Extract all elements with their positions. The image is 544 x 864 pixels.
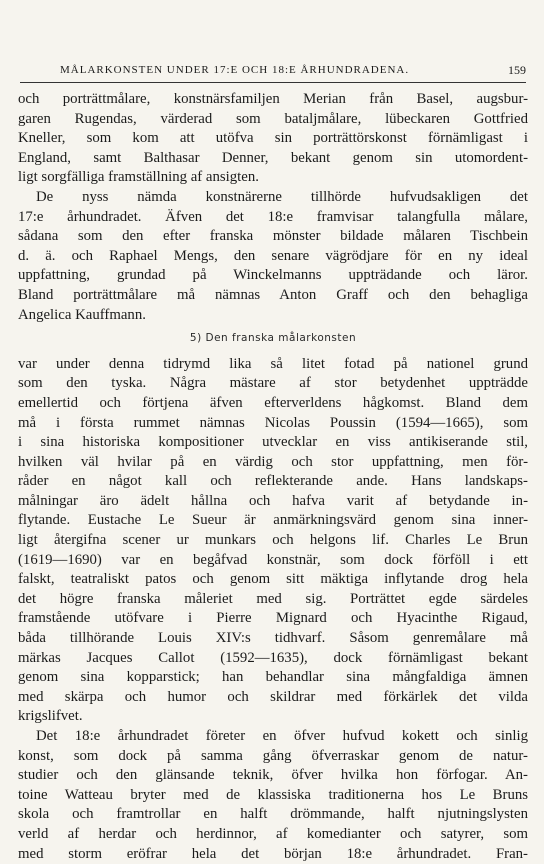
text-line: (1619—1690) var en begåfvad konstnär, som dock förföll i ett [18,551,528,568]
text-line: Bland porträttmålare må nämnas Anton Graff och den behagliga [18,286,528,303]
text-line: uppfattning, grundad på Winckelmanns uppträdande och läror. [18,267,528,284]
text-line: målningar äro ädelt hållna och hafva varit af betydande in- [18,492,528,509]
text-line: märkas Jacques Callot (1592—1635), dock förnämligast bekant [18,649,528,666]
text-line: Det 18:e århundradet företer en öfver hufvud kokett och sinlig [36,728,528,744]
text-line: flytande. Eustache Le Sueur är anmärkningsvärd genom sina inner- [18,512,528,529]
text-line: båda tillhörande Louis XIV:s tidhvarf. Såsom genremålare må [18,630,528,647]
text-line: konst, som dock på samma gång öfverraskar genom de natur- [18,747,528,764]
text-line: råder en något kall och reflekterande ande. Hans landskaps- [18,473,528,490]
text-line: krigslifvet. [18,708,83,725]
text-line: verld af herdar och herdinnor, af komedianter och satyrer, som [18,825,528,842]
text-line: hvilken väl hvilar på en värdig och stor uppfattning, men för- [18,453,528,470]
text-line: ligt sorgfälliga framställning af ansigten. [18,169,259,186]
text-line: med storm eröfrar hela det början 18:e århundradet. Fran- [18,845,528,862]
text-line: Angelica Kauffmann. [18,306,146,323]
text-line: med skärpa och humor och skildrar med förkärlek det vilda [18,688,528,705]
body-text [18,90,528,864]
running-title: MÅLARKONSTEN UNDER 17:E OCH 18:E ÅRHUNDRADENA. [60,64,410,76]
text-line: som den tyska. Några mästare af stor betydenhet uppträdde [18,375,528,392]
text-line: och porträttmålare, konstnärsfamiljen Merian från Basel, augsbur- [18,91,528,107]
text-line: sådana som den efter franska mönster bildade målaren Tischbein [18,228,528,245]
text-line: var under denna tidrymd lika så litet fotad på nationel grund [18,355,528,372]
text-line: Kneller, som kom att utöfva sin porträttörskonst förnämligast i [18,130,528,147]
text-line: må i första rummet nämnas Nicolas Poussin (1594—1665), som [18,414,528,431]
text-line: De nyss nämda konstnärerne tillhörde hufvudsakligen det [36,188,528,205]
text-line: genom sina kopparstick; han behandlar sina mångfaldiga ämnen [18,669,528,686]
running-header [20,64,526,82]
text-line: toine Watteau bryter med de klassiska traditionerna hos Le Bruns [18,786,528,803]
text-line: emellertid och förtjena äfven efterverldens hågkomst. Bland dem [18,394,528,411]
text-line: skola och framtrollar en halft drömmande, halft njutningslysten [18,806,528,823]
text-line: studier och den glänsande teknik, öfver hvilka hon förfogar. An- [18,767,528,784]
text-line: d. ä. och Raphael Mengs, den senare vägrödjare för en ny ideal [18,247,528,264]
text-line: det högre franska måleriet med sig. Porträttet egde särdeles [18,590,528,607]
section-heading: 5) Den franska målarkonsten [189,332,357,345]
text-line: falskt, teatraliskt patos och genom sitt mäktiga inflytande drog hela [18,571,528,588]
page-number: 159 [508,63,526,77]
header-rule [20,82,526,83]
text-line: garen Rugendas, värderad som bataljmålare, lübeckaren Gottfried [18,110,528,127]
text-line: 17:e århundradet. Äfven det 18:e framvisar talangfulla målare, [18,208,528,225]
text-line: ligt återgifna scener ur munkars och helgons lif. Charles Le Brun [18,532,528,549]
text-line: England, samt Balthasar Denner, bekant genom sin utomordent- [18,149,528,166]
text-line: framstående utöfvare i Pierre Mignard och Hyacinthe Rigaud, [18,610,528,627]
text-line: i sina historiska kompositioner utvecklar en viss antikiserande stil, [18,434,528,451]
